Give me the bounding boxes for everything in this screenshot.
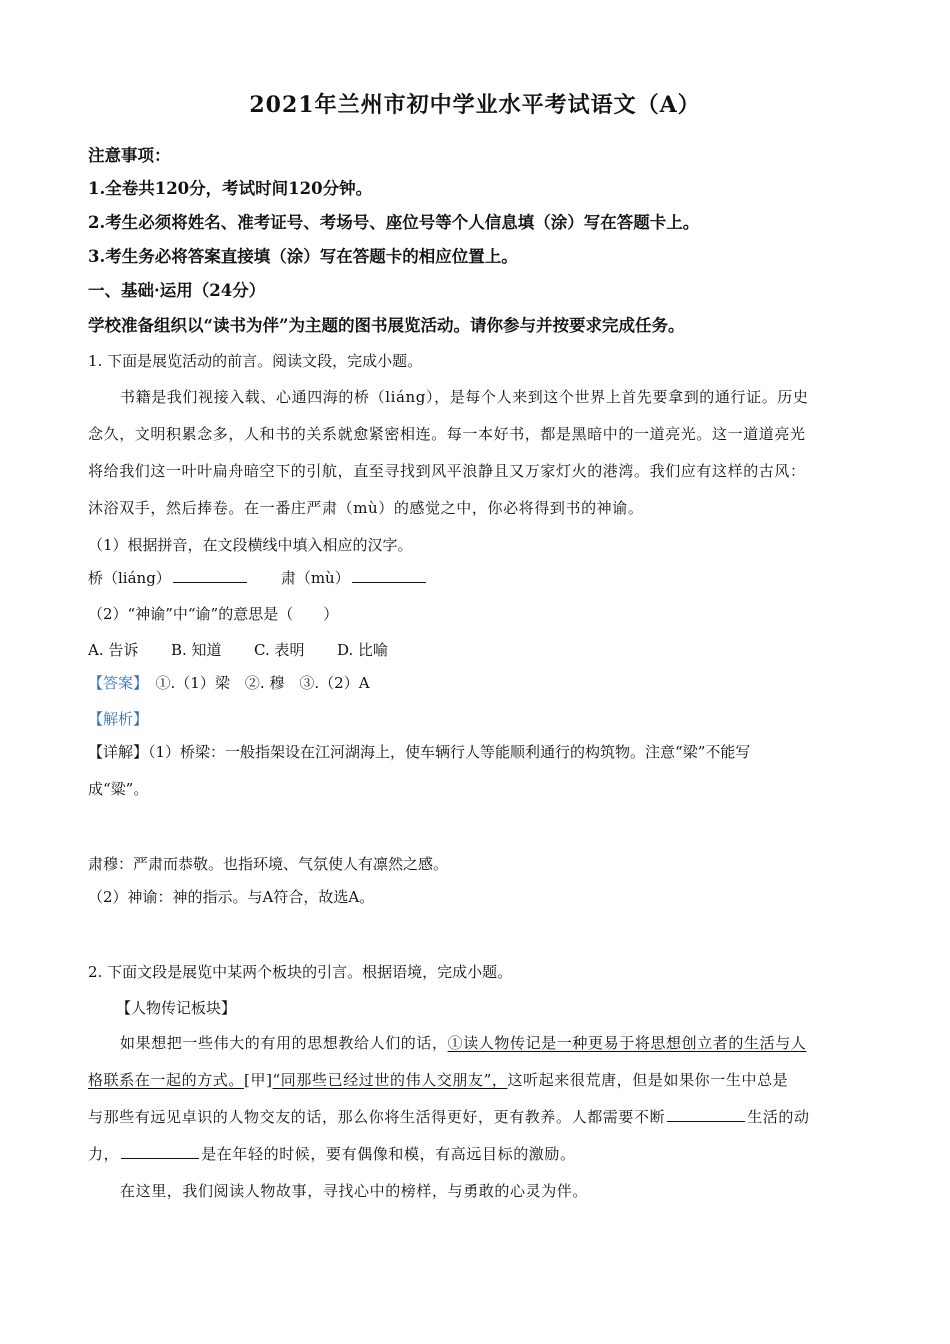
passage-line (120, 1032, 900, 1054)
passage-text: 这听起来很荒唐，但是如果你一生中总是 (507, 1071, 789, 1089)
passage-line: 将给我们这一叶叶扁舟暗空下的引航，直至寻找到风平浪静且又万家灯火的港湾。我们应有这样的古风： (88, 462, 806, 480)
sub-question-2: （2）“神谕”中“谕”的意思是（ ） (88, 605, 339, 623)
answer-row (88, 672, 868, 694)
detail-line: （2）神谕：神的指示。与A符合，故选A。 (88, 888, 375, 906)
underlined-sentence-1: ①读人物传记是一种更易于将思想创立者的生活与人 (447, 1034, 807, 1052)
answer-blank[interactable] (121, 1143, 199, 1159)
fill-label-a: 桥（liáng） (88, 569, 171, 587)
notice-item: 3.考生务必将答案直接填（涂）写在答题卡的相应位置上。 (88, 247, 518, 266)
question-2-stem: 2. 下面文段是展览中某两个板块的引言。根据语境，完成小题。 (88, 963, 513, 981)
detail-line: 【详解】（1）桥梁：一般指架设在江河湖海上，使车辆行人等能顺利通行的构筑物。注意“梁”不能写 (88, 743, 751, 761)
passage-line: 在这里，我们阅读人物故事，寻找心中的榜样，与勇敢的心灵为伴。 (120, 1182, 589, 1200)
page-title: 2021年兰州市初中学业水平考试语文（A） (249, 92, 701, 118)
section-intro: 学校准备组织以“读书为伴”为主题的图书展览活动。请你参与并按要求完成任务。 (88, 316, 685, 335)
passage-line (88, 1069, 868, 1091)
passage-line (88, 1106, 868, 1128)
answer-blank-a[interactable] (173, 567, 247, 583)
option-b: B. 知道 (171, 641, 222, 659)
passage-line: 书籍是我们视接入载、心通四海的桥（liáng），是每个人来到这个世界上首先要拿到的通行证。历史 (120, 388, 809, 406)
option-c: C. 表明 (254, 641, 305, 659)
detail-line: 肃穆：严肃而恭敬。也指环境、气氛使人有凛然之感。 (88, 855, 449, 873)
underlined-sentence-1: 格联系在一起的方式。 (88, 1071, 245, 1089)
fill-label-b: 肃（mù） (280, 569, 350, 587)
passage-line (88, 1143, 868, 1165)
passage-text: 生活的动 (747, 1108, 810, 1126)
block-title: 【人物传记板块】 (116, 999, 237, 1017)
option-d: D. 比喻 (337, 641, 389, 659)
marker-jia: [甲] (244, 1071, 273, 1089)
passage-line: 念久，文明积累念多，人和书的关系就愈紧密相连。每一本好书，都是黑暗中的一道亮光。这一道道亮光 (88, 425, 806, 443)
passage-line: 沐浴双手，然后捧卷。在一番庄严肃（mù）的感觉之中，你必将得到书的神谕。 (88, 499, 644, 517)
notice-item: 1.全卷共120分，考试时间120分钟。 (88, 179, 373, 198)
passage-text: 如果想把一些伟大的有用的思想教给人们的话， (120, 1034, 448, 1052)
answer-label: 【答案】 (88, 674, 141, 692)
notice-item: 2.考生必须将姓名、准考证号、考场号、座位号等个人信息填（涂）写在答题卡上。 (88, 213, 700, 232)
sub-question-1: （1）根据拼音，在文段横线中填入相应的汉字。 (88, 536, 413, 554)
underlined-quote-jia: “同那些已经过世的伟人交朋友”， (272, 1071, 508, 1089)
analysis-label: 【解析】 (88, 710, 149, 728)
answer-blank-b[interactable] (352, 567, 426, 583)
passage-text: 力， (88, 1145, 120, 1163)
options-row (88, 639, 868, 661)
passage-text: 是在年轻的时候，要有偶像和模，有高远目标的激励。 (201, 1145, 576, 1163)
question-1-stem: 1. 下面是展览活动的前言。阅读文段，完成小题。 (88, 352, 423, 370)
notice-heading: 注意事项： (88, 146, 171, 165)
answer-blank[interactable] (667, 1106, 745, 1122)
fill-blanks-row (88, 567, 868, 589)
option-a: A. 告诉 (88, 641, 139, 659)
detail-line: 成“粱”。 (88, 780, 149, 798)
section-heading: 一、基础·运用（24分） (88, 281, 266, 300)
passage-text: 与那些有远见卓识的人物交友的话，那么你将生活得更好，更有教养。人都需要不断 (88, 1108, 666, 1126)
answer-text: ①.（1）梁 ②. 穆 ③.（2）A (155, 674, 370, 692)
